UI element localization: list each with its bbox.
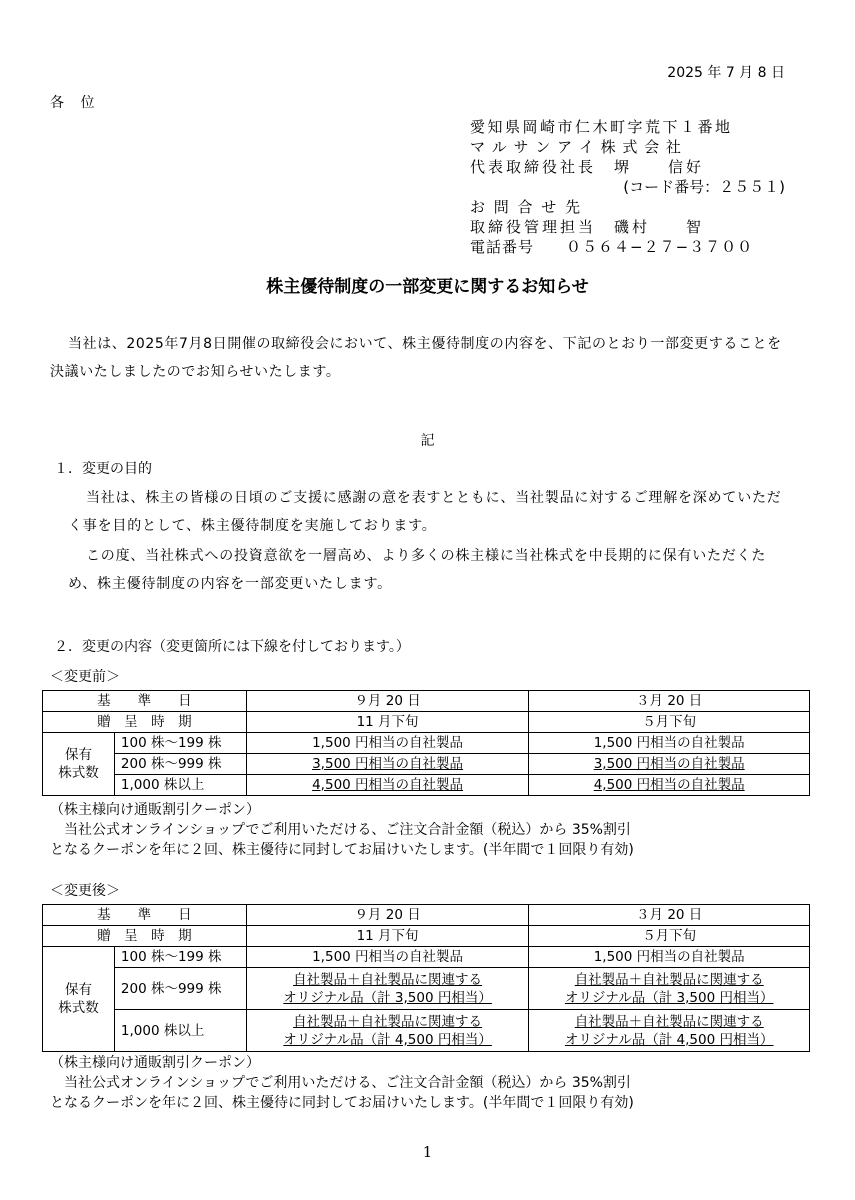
period-cell: 11 月下旬 — [246, 926, 529, 947]
date-cell: ３月 20 日 — [529, 905, 810, 926]
range-cell: 200 株〜999 株 — [114, 968, 246, 1010]
value-cell — [246, 968, 529, 1010]
range-cell: 200 株〜999 株 — [114, 754, 246, 775]
value-cell — [246, 775, 529, 796]
range-cell: 1,000 株以上 — [114, 1010, 246, 1052]
zotei-header: 贈 呈 時 期 — [43, 712, 247, 733]
holding-label-1: 保有 — [64, 982, 92, 998]
value-text: 3,500 円相当の自社製品 — [312, 756, 464, 772]
table-row — [43, 947, 810, 968]
value-cell — [529, 1010, 810, 1052]
value-cell: 1,500 円相当の自社製品 — [529, 733, 810, 754]
period-cell: ５月下旬 — [529, 926, 810, 947]
company-address: 愛知県岡崎市仁木町字荒下１番地 — [470, 118, 733, 136]
range-cell: 100 株〜199 株 — [114, 733, 246, 754]
value-cell — [529, 775, 810, 796]
table-row — [43, 733, 810, 754]
value-text: 自社製品＋自社製品に関連する — [574, 971, 764, 988]
range-cell: 100 株〜199 株 — [114, 947, 246, 968]
value-text: 4,500 円相当の自社製品 — [593, 777, 745, 793]
period-cell: ５月下旬 — [529, 712, 810, 733]
holding-label-2: 株式数 — [58, 1000, 99, 1016]
value-cell: 1,500 円相当の自社製品 — [529, 947, 810, 968]
holding-label-1: 保有 — [64, 747, 92, 763]
table-row — [43, 968, 810, 1010]
table-row — [43, 775, 810, 796]
company-block — [470, 117, 785, 257]
table-row — [43, 926, 810, 947]
value-cell — [529, 968, 810, 1010]
document-date: 2025 年 7 月 8 日 — [667, 65, 785, 81]
company-code: (コード番号：２５５１) — [623, 178, 785, 196]
value-text: 自社製品＋自社製品に関連する — [293, 971, 483, 988]
table-row — [43, 754, 810, 775]
value-cell — [246, 754, 529, 775]
phone-number: 電話番号 ０５６４−２７−３７００ — [470, 238, 754, 256]
value-text: オリジナル品（計 3,500 円相当） — [564, 989, 774, 1006]
representative: 代表取締役社長 堺 信好 — [470, 158, 705, 176]
addressee: 各 位 — [50, 95, 101, 111]
value-cell — [529, 754, 810, 775]
value-text: オリジナル品（計 3,500 円相当） — [283, 989, 492, 1006]
coupon-line1: 当社公式オンラインショップでご利用いただける、ご注文合計金額（税込）から 35%割引 — [64, 822, 631, 838]
page-number: 1 — [422, 1143, 433, 1161]
intro-paragraph: 当社は、2025年7月8日開催の取締役会において、株主優待制度の内容を、下記のとおり一部変更することを決議いたしましたのでお知らせいたします。 — [50, 336, 782, 380]
coupon-label: （株主様向け通販割引クーポン） — [50, 1055, 260, 1071]
after-table — [42, 904, 810, 1052]
kijun-header: 基 準 日 — [43, 691, 247, 712]
value-text: 3,500 円相当の自社製品 — [593, 756, 745, 772]
value-cell — [246, 1010, 529, 1052]
value-cell: 1,500 円相当の自社製品 — [246, 947, 529, 968]
coupon-line2: となるクーポンを年に２回、株主優待に同封してお届けいたします。(半年間で１回限り有効) — [50, 842, 634, 858]
section1-heading: １．変更の目的 — [54, 461, 152, 477]
table-row — [43, 691, 810, 712]
holding-header — [43, 733, 115, 796]
holding-header — [43, 947, 115, 1052]
date-cell: ３月 20 日 — [529, 691, 810, 712]
table-row — [43, 712, 810, 733]
coupon-line1: 当社公式オンラインショップでご利用いただける、ご注文合計金額（税込）から 35%割引 — [64, 1075, 631, 1091]
before-table — [42, 690, 810, 796]
before-label: ＜変更前＞ — [50, 669, 120, 685]
zotei-header: 贈 呈 時 期 — [43, 926, 247, 947]
ki-heading: 記 — [420, 433, 435, 449]
section2-heading: ２．変更の内容（変更箇所には下線を付しております。） — [54, 639, 410, 655]
company-name: マ ル サ ン ア イ 株 式 会 社 — [470, 138, 682, 156]
after-label: ＜変更後＞ — [50, 883, 120, 899]
value-text: 自社製品＋自社製品に関連する — [574, 1013, 764, 1030]
page-title: 株主優待制度の一部変更に関するお知らせ — [266, 277, 589, 297]
coupon-block-after — [50, 1053, 634, 1113]
contact-person: 取締役管理担当 磯村 智 — [470, 218, 705, 236]
value-text: オリジナル品（計 4,500 円相当） — [283, 1031, 492, 1048]
coupon-block-before — [50, 800, 634, 860]
date-cell: ９月 20 日 — [246, 691, 529, 712]
coupon-line2: となるクーポンを年に２回、株主優待に同封してお届けいたします。(半年間で１回限り有効) — [50, 1095, 634, 1111]
table-row — [43, 1010, 810, 1052]
value-text: 自社製品＋自社製品に関連する — [293, 1013, 483, 1030]
section1-paragraph2: この度、当社株式への投資意欲を一層高め、より多くの株主様に当社株式を中長期的に保有いただくため、株主優待制度の内容を一部変更いたします。 — [68, 548, 767, 592]
period-cell: 11 月下旬 — [246, 712, 529, 733]
date-cell: ９月 20 日 — [246, 905, 529, 926]
section1-paragraph1: 当社は、株主の皆様の日頃のご支援に感謝の意を表すとともに、当社製品に対するご理解を深めていただく事を目的として、株主優待制度を実施しております。 — [68, 490, 782, 534]
contact-label: お 問 合 せ 先 — [470, 198, 583, 216]
kijun-header: 基 準 日 — [43, 905, 247, 926]
value-text: オリジナル品（計 4,500 円相当） — [564, 1031, 774, 1048]
coupon-label: （株主様向け通販割引クーポン） — [50, 802, 260, 818]
range-cell: 1,000 株以上 — [114, 775, 246, 796]
value-text: 4,500 円相当の自社製品 — [312, 777, 464, 793]
table-row — [43, 905, 810, 926]
holding-label-2: 株式数 — [58, 765, 99, 781]
value-cell: 1,500 円相当の自社製品 — [246, 733, 529, 754]
